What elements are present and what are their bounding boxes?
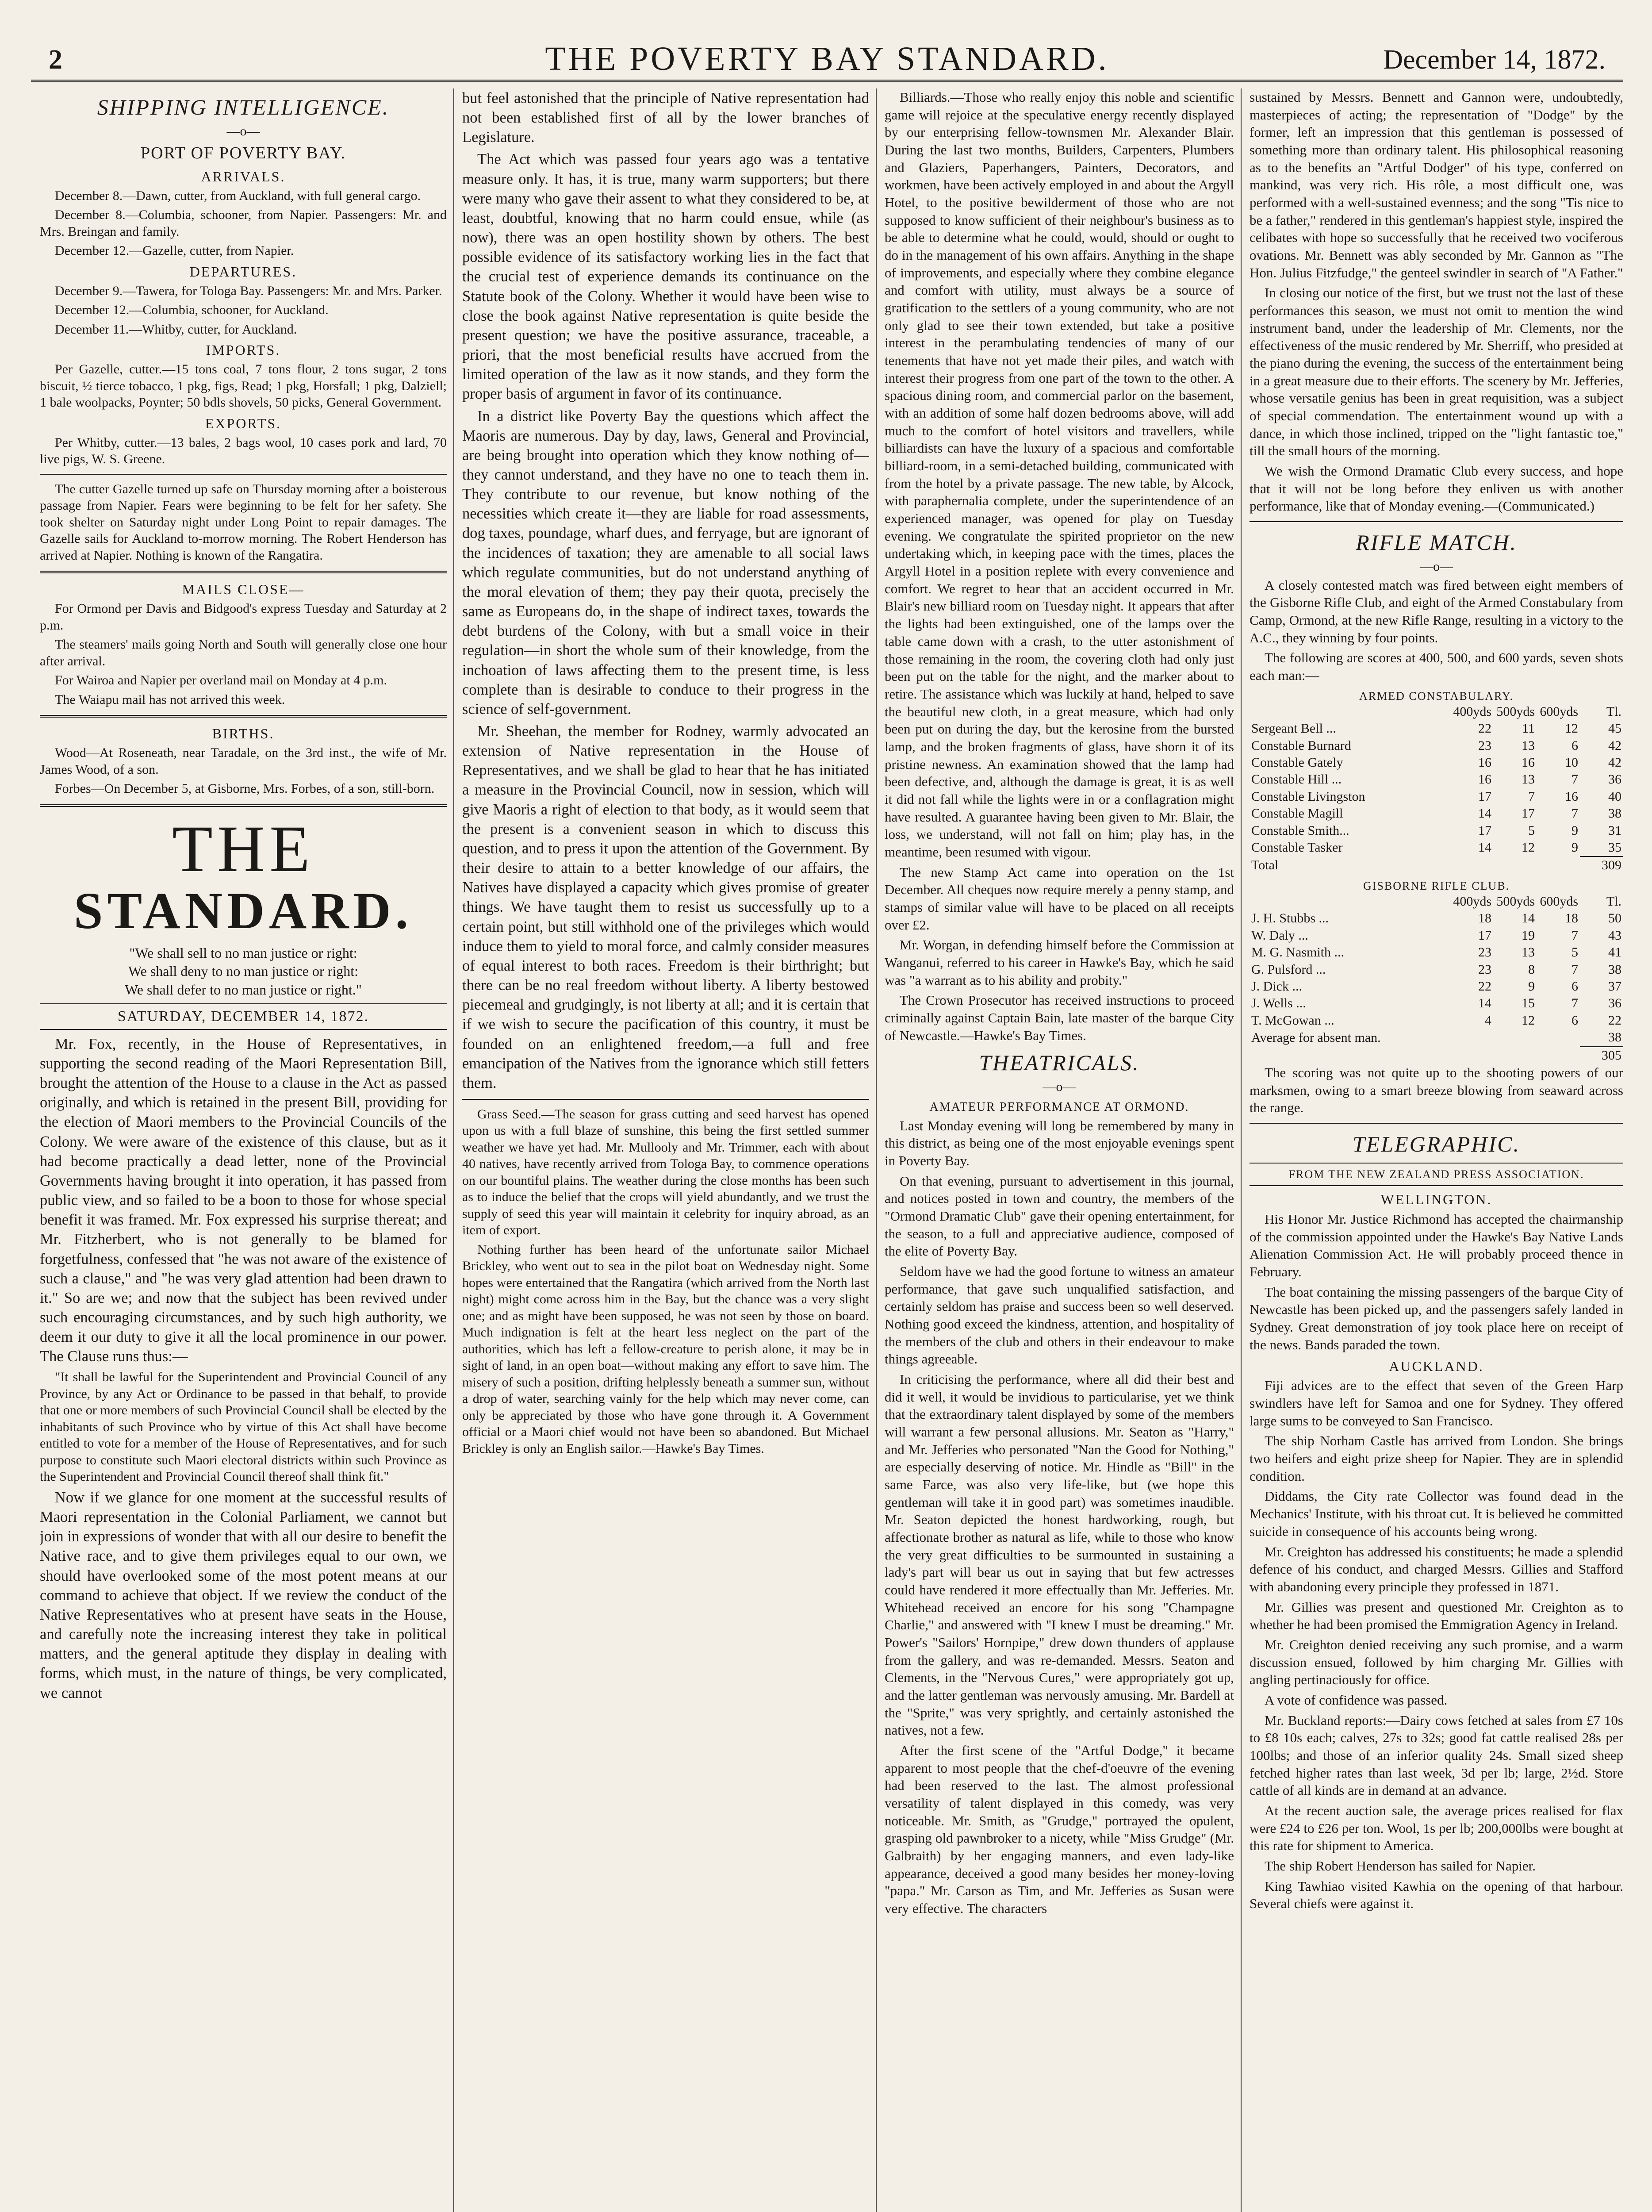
editorial-paragraph: The Act which was passed four years ago was a tentative measure only. It has, it is true, many warm supporters; but there were many who gave their assent to what they considered to be, at least, doubtful, knowing that no harm could ensue, while (as now), there was an open hostility shown by others. The best possible evidence of its satisfactory working lies in the fact that the crucial test of experience demands its continuance on the Statute book of the Colony. Whether it would have been wise to close the book against Native representation is quite beside the present question; we have the positive assurance, traceable, a priori, that the most beneficial results have accrued from the limited operation of the law as it now stands, and they form the proper basis of argument in favor of its continuance.: [462, 151, 869, 403]
masthead-date: SATURDAY, DECEMBER 14, 1872.: [40, 1003, 447, 1030]
divider: [1250, 521, 1623, 522]
theatricals-paragraph: In closing our notice of the first, but we trust not the last of these performances this season, we must not omit to mention the wind instrument band, under the leadership of Mr. Clements, nor the effectiveness of the music rendered by Mr. Sherriff, who presided at the piano during the evening, the success of the entertainment being in a great measure due to their efforts. The scenery by Mr. Jefferies, whose versatile genius has been in great requisition, was a subject of special commendation. The entertainment wound up with a dance, in which those inclined, tripped on the "light fantastic toe," till the small hours of the morning.: [1250, 285, 1623, 459]
score-cell: 5: [1528, 823, 1535, 838]
telegraphic-heading: TELEGRAPHIC.: [1352, 1131, 1521, 1156]
score-cell: 9: [1572, 840, 1578, 855]
rifle-heading: RIFLE MATCH.: [1356, 530, 1517, 555]
table-row: [1250, 805, 1623, 822]
shooter-name: Constable Tasker: [1251, 840, 1343, 855]
port-heading: PORT OF POVERTY BAY.: [140, 144, 346, 163]
stamp-act-item: The new Stamp Act came into operation on the 1st December. All cheques now require merely a penny stamp, and stamps of similar value will have to be placed on all receipts over £2.: [885, 864, 1234, 933]
departure-entry: December 12.—Columbia, schooner, for Auckland.: [55, 303, 329, 318]
shipping-notice: The cutter Gazelle turned up safe on Thursday morning after a boisterous passage from Napier. Fears were beginning to be felt for her safety. She took shelter on Saturday night under Long Point to repair damages. The Gazelle sails for Auckland to-morrow morning. The Robert Henderson has arrived at Napier. Nothing is known of the Rangatira.: [40, 481, 447, 563]
departures-heading: DEPARTURES.: [189, 263, 297, 280]
columns: [31, 88, 1623, 2212]
shooter-name: J. Wells ...: [1251, 996, 1306, 1011]
score-cell: 18: [1478, 911, 1491, 926]
auckland-heading: AUCKLAND.: [1389, 1358, 1484, 1374]
score-cell: 37: [1608, 979, 1621, 994]
score-cell: 41: [1608, 945, 1621, 960]
birth-entry: Wood—At Roseneath, near Taradale, on the 3rd inst., the wife of Mr. James Wood, of a son.: [40, 745, 447, 777]
mail-entry: The steamers' mails going North and South will generally close one hour after arrival.: [40, 637, 447, 668]
score-cell: 7: [1572, 928, 1578, 943]
ornament-divider: —o—: [1420, 559, 1453, 574]
table-row: [1250, 737, 1623, 754]
table-row: [1250, 995, 1623, 1012]
score-cell: 23: [1478, 945, 1491, 960]
telegram-item: At the recent auction sale, the average prices realised for flax were £24 to £26 per ton. Wool, 1s per lb; 200,000lbs were bought at this rate for shipment to America.: [1250, 1802, 1623, 1854]
score-cell: 5: [1572, 945, 1578, 960]
total-value: 305: [1580, 1047, 1623, 1064]
score-cell: 16: [1522, 755, 1535, 770]
table-row: [1250, 754, 1623, 771]
table-row: [1250, 839, 1623, 856]
score-cell: 12: [1522, 840, 1535, 855]
shooter-name: T. McGowan ...: [1251, 1013, 1334, 1028]
theatricals-heading: THEATRICALS.: [979, 1050, 1140, 1075]
score-cell: 16: [1565, 789, 1578, 804]
score-cell: 13: [1522, 738, 1535, 753]
shooter-name: Constable Burnard: [1251, 738, 1351, 753]
page-number: 2: [49, 45, 62, 75]
crown-prosecutor-item: The Crown Prosecutor has received instructions to proceed criminally against Captain Bain, late master of the barque City of Newcastle.—Hawke's Bay Times.: [885, 992, 1234, 1043]
table-row: [1250, 944, 1623, 961]
score-cell: 17: [1478, 823, 1491, 838]
score-cell: 14: [1522, 911, 1535, 926]
score-cell: 16: [1478, 772, 1491, 787]
masthead-name: STANDARD.: [73, 881, 413, 940]
telegram-item: Fiji advices are to the effect that seven of the Green Harp swindlers have left for Samoa and one for Sydney. They offered large sums to be conveyed to San Francisco.: [1250, 1378, 1623, 1429]
column-header: 600yds: [1540, 894, 1578, 909]
score-cell: 7: [1572, 962, 1578, 977]
score-cell: 22: [1478, 721, 1491, 736]
score-cell: 6: [1572, 738, 1578, 753]
editorial-paragraph: Now if we glance for one moment at the successful results of Maori representation in the Colonial Parliament, we cannot but join in expressions of wonder that with all our desire to benefit the Native race, and to give them privileges equal to our own, we should have overlooked some of the most potent means at our command to achieve that object. If we review the conduct of the Native Representatives who at present have seats in the House, and carefully note the increasing interest they take in political matters, and the general aptitude they display in dealing with forms, which must, in the nature of things, be very complicated, we cannot: [40, 1489, 447, 1701]
column-header: 500yds: [1496, 894, 1535, 909]
score-cell: 35: [1608, 840, 1621, 855]
ac-score-table: [1250, 703, 1623, 874]
mails-heading: MAILS CLOSE—: [182, 581, 305, 598]
score-cell: 23: [1478, 738, 1491, 753]
score-cell: 11: [1522, 721, 1535, 736]
score-cell: 31: [1608, 823, 1621, 838]
average-row: [1250, 1029, 1623, 1046]
worgan-item: Mr. Worgan, in defending himself before the Commission at Wanganui, referred to his career in Hawke's Bay, which he said was "a warrant as to his ability and probity.": [885, 937, 1234, 988]
score-cell: 50: [1608, 911, 1621, 926]
column-2: [462, 88, 869, 2212]
masthead-motto: [40, 944, 447, 999]
score-cell: 9: [1528, 979, 1535, 994]
theatricals-paragraph: sustained by Messrs. Bennett and Gannon were, undoubtedly, masterpieces of acting; the representation of "Dodge" by the former, left an impression that this gentleman is possessed of something more than ordinary talent. His philosophical reasoning as to the benefits an "Artful Dodger" of his type, conferred on mankind, was very rich. His rôle, a most difficult one, was performed with a well-sustained evenness; and the song "Tis nice to be a father," rendered in this gentleman's happiest style, inspired the celibates with hope so successfully that he received two vociferous ovations. Mr. Bennett was ably seconded by Mr. Gannon as "The Hon. Julius Fitzfudge," the genteel swindler in search of "A Father.": [1250, 89, 1623, 280]
column-divider: [453, 88, 454, 2212]
score-cell: 18: [1565, 911, 1578, 926]
score-cell: 38: [1608, 962, 1621, 977]
divider: [40, 715, 447, 718]
telegram-item: The ship Robert Henderson has sailed for Napier.: [1265, 1858, 1536, 1874]
score-cell: 7: [1528, 789, 1535, 804]
score-cell: 23: [1478, 962, 1491, 977]
score-cell: 12: [1565, 721, 1578, 736]
shooter-name: Sergeant Bell ...: [1251, 721, 1336, 736]
divider: [1250, 1123, 1623, 1124]
score-cell: 14: [1478, 840, 1491, 855]
divider: [40, 571, 447, 573]
column-4: [1250, 88, 1623, 2212]
ornament-divider: —o—: [226, 124, 260, 138]
column-divider: [1241, 88, 1242, 2212]
score-cell: 22: [1478, 979, 1491, 994]
billiards-item: Billiards.—Those who really enjoy this noble and scientific game will rejoice at the speculative energy recently displayed by our enterprising fellow-townsmen Mr. Alexander Blair. During the last two months, Builders, Carpenters, Plumbers and Glaziers, Paperhangers, Painters, Decorators, and workmen, have been actively employed in and about the Argyll Hotel, to the positive bewilderment of those who are not supposed to know sufficient of their neighbour's business as to be able to determine what he could, would, should or ought to do in the management of his own affairs. Anything in the shape of improvements, and especially where they combine elegance and comfort with utility, must always be a source of gratification to the settlers of a young community, who are not only glad to see their town extended, but take a positive interest in the perambulating tendencies of many of our tenements that have not yet made their piles, and watch with interest their progress from one part of the town to the other. A spacious dining room, and commercial parlor on the basement, with an addition of some half dozen bedrooms above, will add much to the comfort of hotel visitors and travellers, while billiardists can have the luxury of a spacious and comfortable billiard-room, in a semi-detached building, communicated with from the hotel by a private passage. The new table, by Alcock, with paraphernalia complete, under the superintendence of an experienced manager, was opened for play on Tuesday evening. We congratulate the spirited proprietor on the new undertaking which, in keeping pace with the times, places the Argyll Hotel in a position replete with every convenience and comfort. We regret to hear that an accident occurred in Mr. Blair's new billiard room on Tuesday night. It appears that after the lights had been extinguished, one of the lamps over the table came down with a crash, to the utter astonishment of those remaining in the room, the covering cloth had only just been put on the table for the night, and the marker about to retire. The assistance which was luckily at hand, helped to save the beautiful new cloth, in a great measure, which had only been put on during the day, but the kerosine from the bursted lamp, and the broken fragments of glass, have shorn it of its pristine newness. An examination showed that the lamp had been defective, and, although the damage is great, it is as well it did not fall while the lights were in or a conflagration might have resulted. A guarantee having been given to Mr. Blair, the loss, we understand, will not fall on him; play has, in the meantime, been resumed with vigour.: [885, 89, 1234, 860]
divider: [462, 1099, 869, 1100]
arrivals-heading: ARRIVALS.: [201, 169, 286, 185]
score-cell: 42: [1608, 738, 1621, 753]
score-cell: 4: [1485, 1013, 1491, 1028]
shooter-name: J. Dick ...: [1251, 979, 1302, 994]
table-row: [1250, 910, 1623, 927]
shooter-name: J. H. Stubbs ...: [1251, 911, 1329, 926]
score-cell: 7: [1572, 996, 1578, 1011]
total-row: [1250, 1047, 1623, 1064]
grass-seed-item: Grass Seed.—The season for grass cutting and seed harvest has opened upon us with a full blaze of sunshine, this being the first settled summer weather we have yet had. Mr. Mullooly and Mr. Trimmer, each with about 40 natives, have recently arrived from Tologa Bay, to commence operations on our bountiful plains. The weather during the close months has been such as to induce the belief that the crops will yield abundantly, and we trust the supply of seed this year will maintain it celebrity for inquiry abroad, as an item of export.: [462, 1106, 869, 1238]
editorial-paragraph: Mr. Fox, recently, in the House of Representatives, in supporting the second reading of the Maori Representation Bill, brought the attention of the House to a clause in the Act as passed originally, and which is retained in the present Bill, providing for the election of Maori members to the Provincial Councils of the Colony. We were aware of the existence of this clause, but as it had become practically a dead letter, none of the Provincial Governments having brought it into operation, it has passed from public view, and so failed to be a boon to those for whose special benefit it was framed. Mr. Fox expressed his surprise thereat; and Mr. Fitzherbert, who is not generally to be blamed for forgetfulness, confessed that "he was not aware of the existence of such a clause," and "he was very glad attention had been drawn to it." So are we; and now that the subject has been revived under such encouraging circumstances, and by such high authority, we deem it our duty to give it all the local prominence in our power. The Clause runs thus:—: [40, 1035, 447, 1365]
shooter-name: G. Pulsford ...: [1251, 962, 1326, 977]
rifle-intro: The following are scores at 400, 500, and 600 yards, seven shots each man:—: [1250, 650, 1623, 683]
motto-line: We shall defer to no man justice or right.": [125, 981, 362, 998]
score-cell: 17: [1522, 806, 1535, 821]
score-cell: 36: [1608, 772, 1621, 787]
column-1: [40, 88, 447, 2212]
shooter-name: Constable Magill: [1251, 806, 1343, 821]
departure-entry: December 9.—Tawera, for Tologa Bay. Passengers: Mr. and Mrs. Parker.: [55, 283, 442, 298]
page-header: [31, 27, 1623, 82]
shipping-heading: SHIPPING INTELLIGENCE.: [97, 95, 390, 119]
divider: [40, 474, 447, 475]
telegraphic-source: FROM THE NEW ZEALAND PRESS ASSOCIATION.: [1250, 1163, 1623, 1186]
total-label: Total: [1251, 857, 1279, 872]
total-row: [1250, 856, 1623, 874]
total-value: 309: [1580, 856, 1623, 874]
divider: [40, 804, 447, 807]
masthead-the: THE: [172, 812, 314, 886]
score-cell: 13: [1522, 945, 1535, 960]
birth-entry: Forbes—On December 5, at Gisborne, Mrs. Forbes, of a son, still-born.: [55, 781, 435, 796]
shooter-name: Constable Livingston: [1251, 789, 1365, 804]
telegram-item: King Tawhiao visited Kawhia on the opening of that harbour. Several chiefs were against it.: [1250, 1878, 1623, 1912]
imports-text: Per Gazelle, cutter.—15 tons coal, 7 tons flour, 2 tons sugar, 2 tons biscuit, ½ tierce tobacco, 1 pkg, figs, Read; 1 pkg, Horsfall; 1 pkg, Dalziell; 1 bale woolpacks, Poynter; 50 bdls shovels, 50 picks, General Government.: [40, 362, 447, 410]
column-header: 600yds: [1540, 704, 1578, 719]
births-list: [40, 745, 447, 797]
departure-entry: December 11.—Whitby, cutter, for Auckland.: [55, 322, 297, 337]
theatricals-paragraph: On that evening, pursuant to advertisement in this journal, and notices posted in town and country, the members of the "Ormond Dramatic Club" gave their opening entertainment, for the season, to a full and appreciative audience, composed of the elite of Poverty Bay.: [885, 1173, 1234, 1259]
arrival-entry: December 8.—Columbia, schooner, from Napier. Passengers: Mr. and Mrs. Breingan and family.: [40, 207, 447, 239]
telegram-item: A vote of confidence was passed.: [1265, 1692, 1448, 1708]
score-cell: 36: [1608, 996, 1621, 1011]
table-row: [1250, 822, 1623, 839]
column-header: 500yds: [1496, 704, 1535, 719]
score-cell: 42: [1608, 755, 1621, 770]
wellington-heading: WELLINGTON.: [1380, 1191, 1492, 1208]
theatricals-paragraph: We wish the Ormond Dramatic Club every success, and hope that it will not be long before they enliven us with another performance, like that of Monday evening.—(Communicated.): [1250, 463, 1623, 514]
arrivals-list: [40, 188, 447, 259]
telegram-item: His Honor Mr. Justice Richmond has accepted the chairmanship of the commission appointed under the Hawke's Bay Native Lands Alienation Commission Act. He will probably proceed thence in February.: [1250, 1211, 1623, 1280]
theatricals-subheading: AMATEUR PERFORMANCE AT ORMOND.: [929, 1100, 1189, 1114]
theatricals-paragraph: Last Monday evening will long be remembered by many in this district, as being one of the most enjoyable evenings spent in Poverty Bay.: [885, 1118, 1234, 1168]
arrival-entry: December 8.—Dawn, cutter, from Auckland, with full general cargo.: [55, 188, 421, 203]
shooter-name: Constable Hill ...: [1251, 772, 1342, 787]
motto-line: We shall deny to no man justice or right:: [128, 963, 358, 979]
score-cell: 19: [1522, 928, 1535, 943]
exports-text: Per Whitby, cutter.—13 bales, 2 bags wool, 10 cases pork and lard, 70 live pigs, W. S. Greene.: [40, 435, 447, 467]
mail-entry: For Ormond per Davis and Bidgood's express Tuesday and Saturday at 2 p.m.: [40, 601, 447, 633]
newspaper-page: [31, 27, 1623, 2212]
editorial-quote: "It shall be lawful for the Superintendent and Provincial Council of any Province, by any Act or Ordinance to be passed in that behalf, to provide that one or more members of such Provincial Council shall be elected by the inhabitants of such Province who by virtue of this Act shall have become entitled to vote for a member of the House of Representatives, and for such purpose to constitute such Maori electoral districts within such Province as the Superintendent and Provincial Council thereof shall think fit.": [40, 1370, 447, 1484]
motto-line: "We shall sell to no man justice or right:: [129, 945, 357, 961]
table-header-row: [1250, 893, 1623, 910]
column-3: [885, 88, 1234, 2212]
theatricals-paragraph: After the first scene of the "Artful Dodge," it became apparent to most people that the chef-d'oeuvre of the evening had been reserved to the last. The almost professional versatility of talent displayed in this comedy, was very noticeable. Mr. Smith, as "Grudge," portrayed the opulent, grasping old pawnbroker to a nicety, while "Miss Grudge" (Mr. Galbraith) by her engaging manners, and even lady-like appearance, deceived a good many besides her money-loving "papa." Mr. Carson as Tim, and Mr. Jefferies as Susan were very effective. The characters: [885, 1743, 1234, 1916]
rifle-outro: The scoring was not quite up to the shooting powers of our marksmen, owing to a smart breeze blowing from seaward across the range.: [1250, 1064, 1623, 1116]
telegram-item: The boat containing the missing passengers of the barque City of Newcastle has been picked up, and the passengers safely landed in Sydney. Great demonstration of joy took place here on receipt of the news. Bands paraded the town.: [1250, 1284, 1623, 1352]
score-cell: 45: [1608, 721, 1621, 736]
column-header: 400yds: [1453, 704, 1491, 719]
shooter-name: M. G. Nasmith ...: [1251, 945, 1344, 960]
shooter-name: Constable Smith...: [1251, 823, 1349, 838]
score-cell: 7: [1572, 806, 1578, 821]
theatricals-paragraph: Seldom have we had the good fortune to witness an amateur performance, that gave such unqualified satisfaction, and certainly seldom has praise and success been so well deserved. Nothing good exceed the kindness, attention, and hospitality of the members of the club and others in their endeavour to make things agreeable.: [885, 1263, 1234, 1367]
table-row: [1250, 788, 1623, 805]
mail-entry: For Wairoa and Napier per overland mail on Monday at 4 p.m.: [55, 673, 387, 688]
mail-entry: The Waiapu mail has not arrived this week.: [55, 692, 285, 707]
rifle-intro: A closely contested match was fired between eight members of the Gisborne Rifle Club, and eight of the Armed Constabulary from Camp, Ormond, at the new Rifle Range, resulting in a victory to the A.C., they winning by four points.: [1250, 577, 1623, 645]
issue-date: December 14, 1872.: [1383, 45, 1606, 75]
ac-table-heading: ARMED CONSTABULARY.: [1359, 689, 1514, 703]
column-header: Tl.: [1606, 894, 1621, 909]
telegram-item: Mr. Creighton denied receiving any such promise, and a warm discussion ensued, followed by him charging Mr. Gillies with angling pertinaciously for office.: [1250, 1636, 1623, 1688]
departures-list: [40, 283, 447, 338]
editorial-paragraph: Mr. Sheehan, the member for Rodney, warmly advocated an extension of Native representation in the House of Representatives, and we shall be glad to hear that he has initiated a measure in the Provincial Council, now in session, which will give Maoris a right of election to that body, as it would seem that the present is a convenient season in which to discuss this question, and to press it upon the attention of the Government. By their desire to attain to a better knowledge of our affairs, the Natives have displayed a capacity which gives promise of greater things. We have taught them to resist us successfully up to a certain point, but still withhold one of the privileges which would induce them to yield to moral force, and calmly consider measures of equal interest to both races. Freedom is their birthright; but there can be no real freedom without liberty. A liberty bestowed piecemeal and grudgingly, is not liberty at all; and it is certain that if we wish to secure the pacification of this country, it must be founded on an enlightened freedom,—a full and free emancipation of the Natives from the ignorance which still fetters them.: [462, 723, 869, 1091]
table-row: [1250, 1012, 1623, 1029]
score-cell: 6: [1572, 1013, 1578, 1028]
score-cell: 43: [1608, 928, 1621, 943]
table-row: [1250, 927, 1623, 944]
table-row: [1250, 978, 1623, 995]
score-cell: 13: [1522, 772, 1535, 787]
score-cell: 16: [1478, 755, 1491, 770]
exports-heading: EXPORTS.: [205, 415, 282, 431]
editorial-paragraph: In a district like Poverty Bay the questions which affect the Maoris are numerous. Day by day, laws, General and Provincial, are being brought into operation which they know nothing of—they cannot understand, and they have no one to teach them in. They contribute to our revenue, but know nothing of the necessities which create it—they are liable for road assessments, dog taxes, poundage, wharf dues, and ferryage, but are ignorant of the incidences of taxation; they are amenable to all social laws which regulate communities, but do not understand anything of the moral elevation of them; they pay their quota, precisely the same as Europeans do, in the shape of indirect taxes, towards the debt burdens of the Colony, with but a small voice in their regulation—in short the whole sum of their knowledge, from the inchoation of laws affecting them to the present time, is less complete than is desirable to conduce to their progress in the science of self-government.: [462, 407, 869, 718]
telegram-item: Diddams, the City rate Collector was found dead in the Mechanics' Institute, with his throat cut. It is believed he committed suicide in consequence of his accounts being wrong.: [1250, 1488, 1623, 1539]
imports-heading: IMPORTS.: [206, 342, 281, 358]
score-cell: 40: [1608, 789, 1621, 804]
score-cell: 6: [1572, 979, 1578, 994]
score-cell: 17: [1478, 928, 1491, 943]
score-cell: 12: [1522, 1013, 1535, 1028]
score-cell: 17: [1478, 789, 1491, 804]
column-header: 400yds: [1453, 894, 1491, 909]
score-cell: 15: [1522, 996, 1535, 1011]
brickley-item: Nothing further has been heard of the unfortunate sailor Michael Brickley, who went out to sea in the pilot boat on Wednesday night. Some hopes were entertained that the Rangatira (which arrived from the North last night) might come across him in the Bay, but the chance was a very slight one; and as might have been supposed, he was not seen by those on board. Much indignation is felt at the heart less neglect on the part of the authorities, which has left a fellow-creature to perish alone, it may be in sight of land, in an open boat—without making any effort to save him. The misery of such a position, drifting helplessly beneath a summer sun, without a drop of water, searching vainly for the help which may never come, can only be appreciated by those who have gone through it. A Government official or a Maori chief would not have been so abandoned. But Michael Brickley is only an English sailor.—Hawke's Bay Times.: [462, 1242, 869, 1456]
score-cell: 7: [1572, 772, 1578, 787]
score-cell: 38: [1608, 806, 1621, 821]
telegram-item: Mr. Buckland reports:—Dairy cows fetched at sales from £7 10s to £8 10s each; calves, 27s to 32s; good fat cattle realised 28s per 100lbs; and those of an inferior quality 24s. Small sized sheep fetched higher rates than last week, 3d per lb; large, 2½d. Store cattle of all kinds are in demand at an advance.: [1250, 1712, 1623, 1798]
births-heading: BIRTHS.: [212, 726, 275, 742]
table-row: [1250, 961, 1623, 978]
score-cell: 10: [1565, 755, 1578, 770]
shooter-name: W. Daly ...: [1251, 928, 1308, 943]
theatricals-paragraph: In criticising the performance, where all did their best and did it well, it would be invidious to particularise, yet we think that the extraordinary talent displayed by some of the members will warrant a few personal allusions. Mr. Seaton as "Harry," and Mr. Jefferies who personated "Nan the Good for Nothing," are especially deserving of notice. Mr. Hindle as "Bill" in the same Farce, was also very life-like, but (we hope this gentleman will take it in good part) was sometimes inaudible. Mr. Seaton depicted the honest hardworking, rough, but affectionate brother as natural as life, while to those who know the very great difficulties to be surmounted in sustaining a lady's part will bear us out in saying that but few actresses could have rendered it more effectually than Mr. Jefferies. Mr. Whitehead received an encore for his song "Champagne Charlie," and answered with "I knew I must be dreaming." Mr. Power's "Sailors' Hornpipe," drew down thunders of applause from the gallery, and was re-demanded. Messrs. Seaton and Clements, in the "Nervous Cures," were appropriately got up, and the latter gentleman was nervously amusing. Mr. Bardell at the "Sprite," was very sprightly, and certainly astonished the natives, not a few.: [885, 1371, 1234, 1738]
column-divider: [876, 88, 877, 2212]
average-label: Average for absent man.: [1251, 1030, 1381, 1045]
score-cell: 8: [1528, 962, 1535, 977]
newspaper-title: THE POVERTY BAY STANDARD.: [545, 40, 1109, 77]
editorial-paragraph: but feel astonished that the principle of Native representation had not been established first of all by the lower branches of Legislature.: [462, 90, 869, 146]
telegram-item: Mr. Gillies was present and questioned Mr. Creighton as to whether he had been promised the Emmigration Agency in Ireland.: [1250, 1599, 1623, 1632]
score-cell: 22: [1608, 1013, 1621, 1028]
gc-score-table: [1250, 893, 1623, 1064]
table-header-row: [1250, 703, 1623, 720]
score-cell: 14: [1478, 996, 1491, 1011]
telegram-item: The ship Norham Castle has arrived from London. She brings two heifers and eight prize sheep for Napier. They are in splendid condition.: [1250, 1433, 1623, 1484]
arrival-entry: December 12.—Gazelle, cutter, from Napier.: [55, 243, 294, 258]
table-row: [1250, 771, 1623, 788]
gc-table-heading: GISBORNE RIFLE CLUB.: [1363, 879, 1510, 892]
mails-list: [40, 600, 447, 708]
score-cell: 9: [1572, 823, 1578, 838]
telegram-item: Mr. Creighton has addressed his constituents; he made a splendid defence of his conduct, and charged Messrs. Gillies and Stafford with abandoning every principle they professed in 1871.: [1250, 1544, 1623, 1594]
table-row: [1250, 720, 1623, 737]
column-header: Tl.: [1606, 704, 1621, 719]
score-cell: 14: [1478, 806, 1491, 821]
shooter-name: Constable Gately: [1251, 755, 1343, 770]
ornament-divider: —o—: [1043, 1079, 1076, 1094]
average-value: 38: [1608, 1030, 1621, 1045]
